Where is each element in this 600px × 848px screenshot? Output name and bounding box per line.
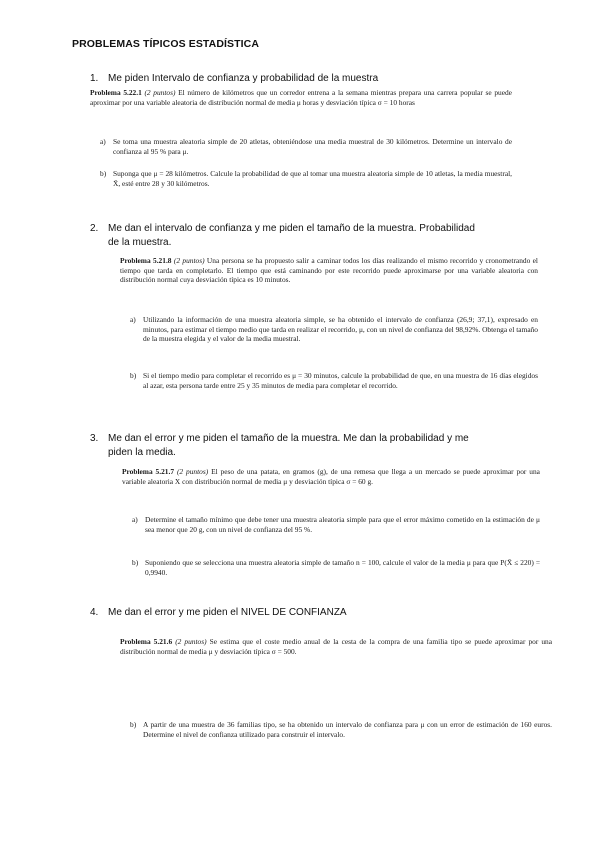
section-heading-line-2: de la muestra. [108,237,172,248]
item-4b [130,720,552,750]
problem-statement: El número de kilómetros que un corredor entrena a la semana mientras prepara una carrera popular se puede aproximar por una variable aleatoria de distribución normal de media μ horas y desviación típica σ = 10 horas [90,88,512,107]
problem-statement: Una persona se ha propuesto salir a caminar todos los días realizando el mismo recorrido y cronometrando el tiempo que tarda en completarlo. El tiempo que está caminando por este recorrido puede aproximarse por una variable aleatoria con distribución normal cuya desviación típica es 10 minutos. [120,256,538,285]
problem-label: Problema 5.21.6 [120,637,173,646]
item-text: Determine el tamaño mínimo que debe tener una muestra aleatoria simple para que el error máximo cometido en la estimación de μ sea menor que 20 g, con un nivel de confianza del 95 %. [145,515,540,534]
section-number: 1. [90,73,99,84]
item-label: b) [100,169,107,178]
problem-5-21-7 [122,467,540,486]
section-1-heading [90,72,530,86]
problem-points: (2 puntos) [173,256,205,265]
section-4-heading [90,606,530,620]
item-1b [100,169,512,189]
item-text: Si el tiempo medio para completar el recorrido es μ = 30 minutos, calcule la probabilidad de que, en una muestra de 16 días elegidos al azar, esta persona tarde entre 25 y 35 minutos de media para completar el recorrido. [143,371,538,390]
section-number: 2. [90,223,99,234]
item-text: A partir de una muestra de 36 familias tipo, se ha obtenido un intervalo de confianza para μ con un error de estimación de 160 euros. Determine el nivel de confianza utilizado para construir el intervalo. [143,720,552,739]
item-text: Suponiendo que se selecciona una muestra aleatoria simple de tamaño n = 100, calcule el valor de la media μ para que P(X̄ ≤ 220) = 0,9940. [145,558,540,577]
item-3b [132,558,540,578]
problem-5-22-1 [90,88,512,107]
section-heading-line-1: Me dan el intervalo de confianza y me piden el tamaño de la muestra. Probabilidad [108,223,475,234]
item-3a [132,515,540,545]
section-3-heading [90,432,550,460]
item-label: b) [132,558,139,567]
item-2b [130,371,538,401]
problem-label: Problema 5.21.7 [122,467,175,476]
item-label: a) [130,315,136,324]
item-text: Se toma una muestra aleatoria simple de 20 atletas, obteniéndose una media muestral de 30 kilómetros. Determine un intervalo de confianza al 95 % para μ. [113,137,512,156]
section-heading-line-2: piden la media. [108,447,176,458]
item-label: a) [100,137,106,146]
problem-points: (2 puntos) [175,637,207,646]
item-text: Utilizando la información de una muestra aleatoria simple, se ha obtenido el intervalo de confianza (26,9; 37,1), expresado en minutos, para estimar el tiempo medio que tarda en realizar el recorrido, μ, con un nivel de confianza del 98,92%. Obtenga el tamaño de la muestra elegida y el valor de la media muestral. [143,315,538,344]
problem-5-21-6 [120,637,552,656]
section-heading-text: Me piden Intervalo de confianza y probabilidad de la muestra [108,73,379,84]
problem-statement: Se estima que el coste medio anual de la cesta de la compra de una familia tipo se puede aproximar por una distribución normal de media μ y desviación típica σ = 500. [120,637,552,656]
item-label: a) [132,515,138,524]
section-2-heading [90,222,550,250]
problem-5-21-8 [120,256,538,285]
item-2a [130,315,538,355]
item-1a [100,137,512,157]
section-heading-text: Me dan el error y me piden el NIVEL DE CONFIANZA [108,607,347,618]
section-number: 3. [90,433,99,444]
problem-points: (2 puntos) [176,467,209,476]
section-heading-line-1: Me dan el error y me piden el tamaño de la muestra. Me dan la probabilidad y me [108,433,469,444]
document-title: PROBLEMAS TÍPICOS ESTADÍSTICA [72,38,260,50]
problem-label: Problema 5.21.8 [120,256,172,265]
problem-points: (2 puntos) [144,88,176,97]
item-text: Suponga que μ = 28 kilómetros. Calcule la probabilidad de que al tomar una muestra aleatoria simple de 10 atletas, la media muestral, X̄, esté entre 28 y 30 kilómetros. [113,169,512,188]
item-label: b) [130,720,137,729]
item-label: b) [130,371,137,380]
problem-label: Problema 5.22.1 [90,88,142,97]
problem-statement: El peso de una patata, en gramos (g), de una remesa que llega a un mercado se puede aproximar por una variable aleatoria X con distribución normal de media μ y desviación típica σ = 60 g. [122,467,540,486]
section-number: 4. [90,607,99,618]
